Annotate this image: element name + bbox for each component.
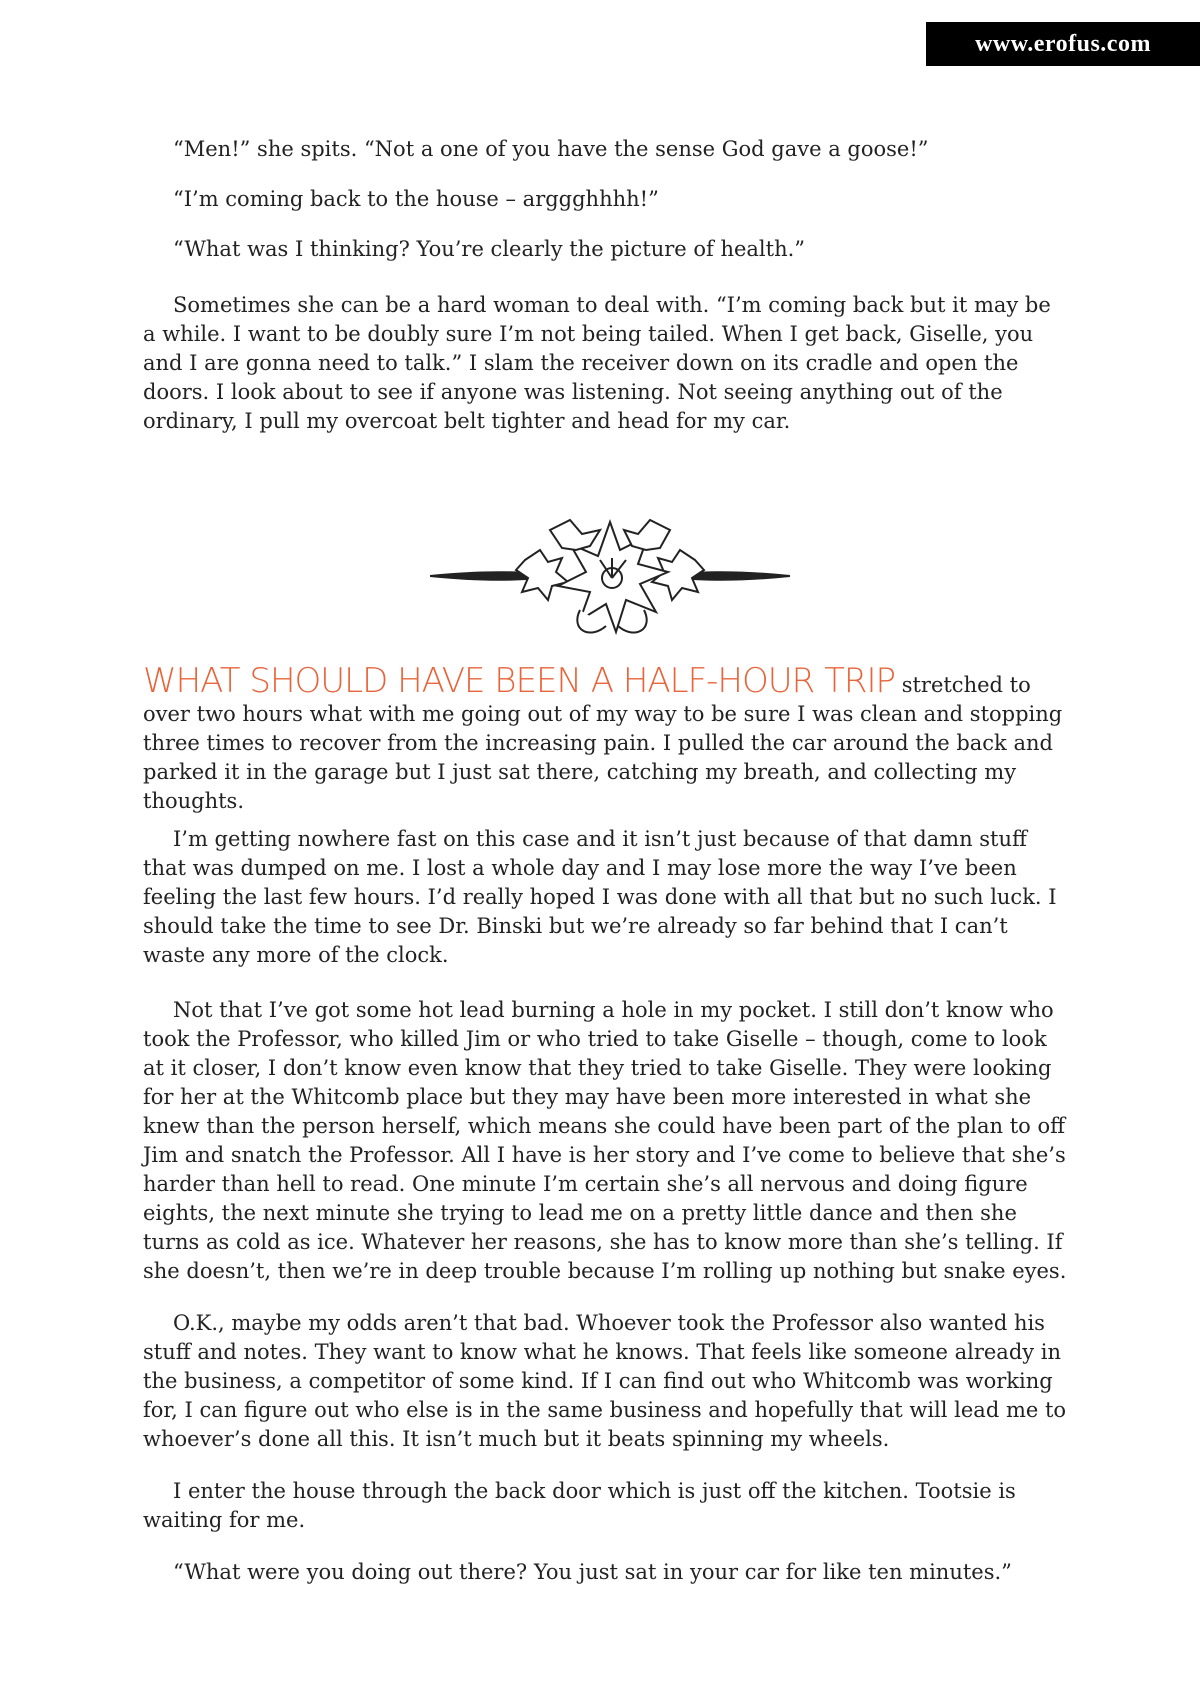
paragraph-5-text: stretched to over two hours what with me going out of my way to be sure I was clean and stopping three times to recover from the increasing pain. I pulled the car around the back and parked it in the garage but I just sat there, catching my breath, and collecting my thoughts.: [143, 673, 1063, 813]
paragraph-4: Sometimes she can be a hard woman to deal with. “I’m coming back but it may be a while. I want to be doubly sure I’m not being tailed. When I get back, Giselle, you and I are gonna need to talk.” I slam the receiver down on its cradle and open the doors. I look about to see if anyone was listening. Not seeing anything out of the ordinary, I pull my overcoat belt tighter and head for my car.: [143, 293, 1051, 433]
paragraph-6: I’m getting nowhere fast on this case and it isn’t just because of that damn stuff that was dumped on me. I lost a whole day and I may lose more the way I’ve been feeling the last few hours. I’d really hoped I was done with all that but no such luck. I should take the time to see Dr. Binski but we’re already so far behind that I can’t waste any more of the clock.: [143, 827, 1057, 967]
paragraph-3: “What was I thinking? You’re clearly the picture of health.”: [173, 237, 806, 261]
paragraph-5: [143, 661, 1068, 816]
paragraph-2: “I’m coming back to the house – arggghhhh!”: [173, 187, 659, 211]
lily-flowers-divider-icon: [430, 500, 790, 650]
chapter-heading: WHAT SHOULD HAVE BEEN A HALF-HOUR TRIP: [143, 661, 896, 701]
paragraph-8: O.K., maybe my odds aren’t that bad. Whoever took the Professor also wanted his stuff and notes. They want to know what he knows. That feels like someone already in the business, a competitor of some kind. If I can find out who Whitcomb was working for, I can figure out who else is in the same business and hopefully that will lead me to whoever’s done all this. It isn’t much but it beats spinning my wheels.: [143, 1311, 1067, 1451]
paragraph-10: “What were you doing out there? You just sat in your car for like ten minutes.”: [173, 1560, 1012, 1584]
watermark-text: www.erofus.com: [975, 31, 1151, 57]
paragraph-7: Not that I’ve got some hot lead burning a hole in my pocket. I still don’t know who took the Professor, who killed Jim or who tried to take Giselle – though, come to look at it closer, I don’t know even know that they tried to take Giselle. They were looking for her at the Whitcomb place but they may have been more interested in what she knew than the person herself, which means she could have been part of the plan to off Jim and snatch the Professor. All I have is her story and I’ve come to believe that she’s harder than hell to read. One minute I’m certain she’s all nervous and doing figure eights, the next minute she trying to lead me on a pretty little dance and then she turns as cold as ice. Whatever her reasons, she has to know more than she’s telling. If she doesn’t, then we’re in deep trouble because I’m rolling up nothing but snake eyes.: [143, 998, 1067, 1283]
paragraph-1: “Men!” she spits. “Not a one of you have the sense God gave a goose!”: [173, 137, 929, 161]
paragraph-9: I enter the house through the back door which is just off the kitchen. Tootsie is waiting for me.: [143, 1479, 1016, 1532]
watermark-banner: [926, 22, 1200, 66]
